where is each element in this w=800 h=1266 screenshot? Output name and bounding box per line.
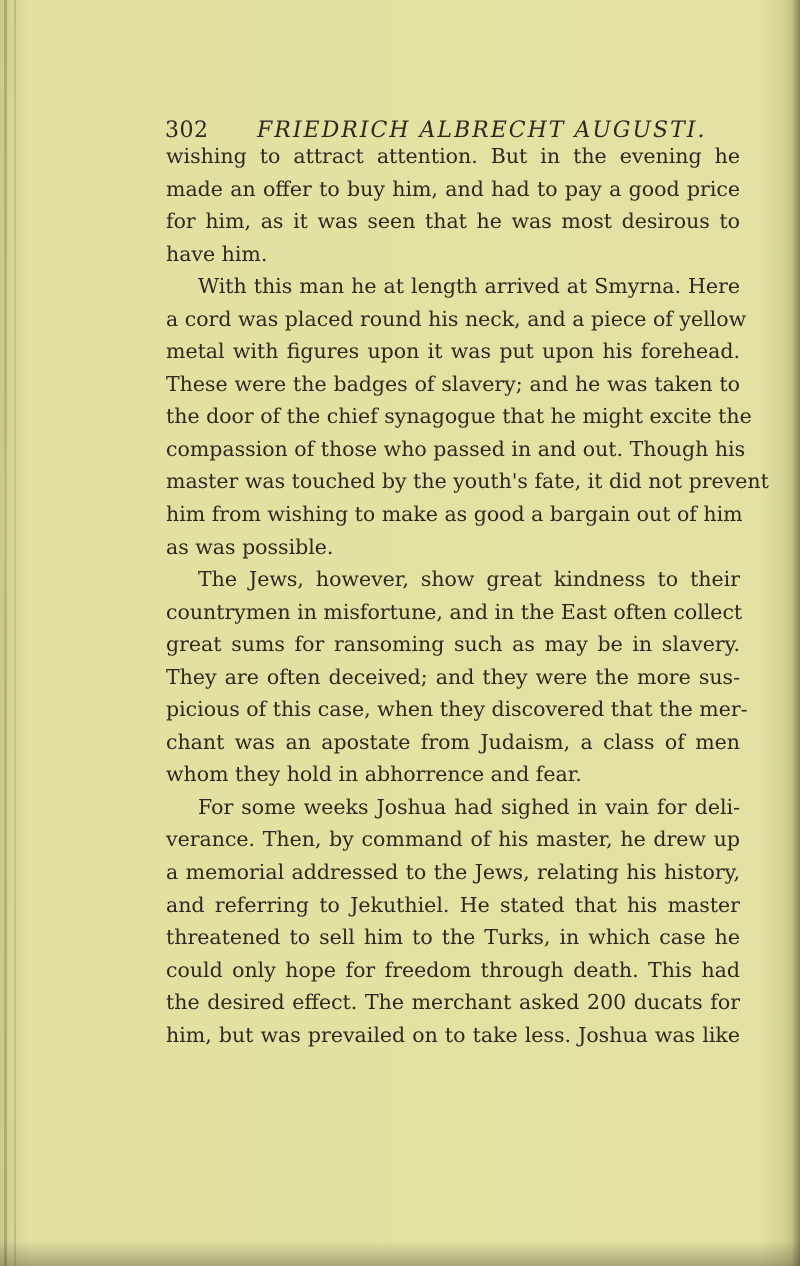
text-line: countrymen in misfortune, and in the East often collect [166, 599, 743, 624]
text-line: metal with figures upon it was put upon his forehead. [166, 339, 740, 364]
text-line: have him. [166, 241, 268, 266]
body-text [166, 140, 769, 1051]
text-line: compassion of those who passed in and out. Though his [166, 436, 746, 461]
text-line: as was possible. [166, 534, 334, 559]
text-line: a memorial addressed to the Jews, relating his history, [166, 860, 740, 885]
page-bottom-shadow [0, 1240, 800, 1266]
page-edge-shadow [792, 0, 800, 1266]
text-line: the door of the chief synagogue that he might excite the [166, 404, 752, 429]
binding-gutter-line [14, 0, 16, 1266]
text-line: For some weeks Joshua had sighed in vain for deli- [198, 794, 740, 819]
text-line: They are often deceived; and they were the more sus- [166, 664, 740, 689]
text-line: could only hope for freedom through death. This had [166, 957, 740, 982]
text-line: great sums for ransoming such as may be in slavery. [166, 632, 740, 657]
text-line: threatened to sell him to the Turks, in which case he [166, 925, 740, 950]
text-line: wishing to attract attention. But in the evening he [166, 144, 740, 168]
text-line: verance. Then, by command of his master, he drew up [166, 827, 740, 852]
text-line: master was touched by the youth's fate, it did not prevent [166, 469, 769, 494]
binding-gutter-shadow [4, 0, 7, 1266]
text-line: These were the badges of slavery; and he was taken to [166, 371, 740, 396]
text-line: made an offer to buy him, and had to pay a good price [166, 176, 740, 201]
text-line: whom they hold in abhorrence and fear. [166, 762, 582, 787]
text-line: and referring to Jekuthiel. He stated that his master [166, 892, 740, 917]
page-number: 302 [165, 118, 209, 143]
text-line: chant was an apostate from Judaism, a class of men [166, 729, 740, 754]
text-line: picious of this case, when they discovered that the mer- [166, 697, 748, 722]
text-line: the desired effect. The merchant asked 200 ducats for [166, 990, 740, 1015]
text-line: a cord was placed round his neck, and a piece of yellow [166, 306, 747, 331]
text-line: him, but was prevailed on to take less. Joshua was like [166, 1022, 740, 1047]
text-line: for him, as it was seen that he was most desirous to [166, 209, 740, 234]
text-line: him from wishing to make as good a bargain out of him [166, 502, 743, 527]
running-title: FRIEDRICH ALBRECHT AUGUSTI. [257, 118, 707, 143]
text-line: The Jews, however, show great kindness to their [198, 567, 740, 592]
text-line: With this man he at length arrived at Smyrna. Here [198, 274, 740, 299]
